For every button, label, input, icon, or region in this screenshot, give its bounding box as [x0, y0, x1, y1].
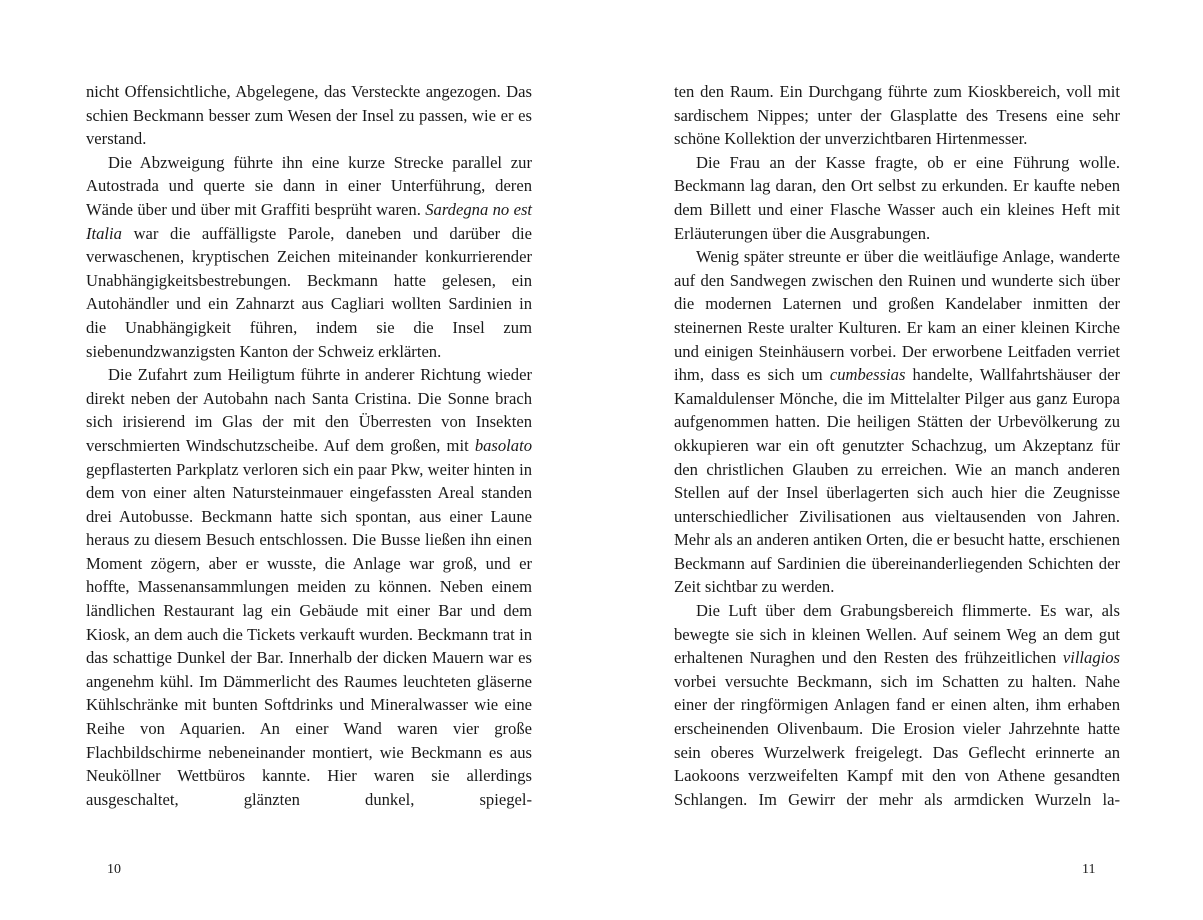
text-run: handelte, Wallfahrtshäuser der Kamaldulenser Mönche, die im Mittelalter Pilger aus ganz Europa aufgenommen hatten. Die heiligen Stätten der Urbevölkerung zu okkupieren war ein oft genutzter Schachzug, um Akzeptanz für den christlichen Glauben zu erreichen. Wie an manch anderen Stellen auf der Insel überlagerten sich auch hier die Zeugnisse unterschiedlicher Zivilisationen aus vieltausenden von Jahren. Mehr als an anderen antiken Orten, die er besucht hatte, erschienen Beckmann auf Sardinien die übereinanderliegenden Schichten der Zeit sichtbar zu werden. [674, 365, 1120, 597]
italic-phrase: cumbessias [829, 365, 906, 385]
paragraph [674, 245, 1120, 599]
text-run: Die Abzweigung führte ihn eine kurze Strecke parallel zur Autostrada und querte sie dann in einer Unterführung, deren Wände über und über mit Graffiti besprüht waren. [86, 152, 532, 219]
paragraph [86, 151, 532, 363]
italic-phrase: Sardegna no est Italia [86, 199, 533, 243]
text-run: Die Frau an der Kasse fragte, ob er eine Führung wolle. Beckmann lag daran, den Ort selbst zu erkunden. Er kaufte neben dem Billett und einer Flasche Wasser auch ein kleines Heft mit Erläuterungen über die Ausgrabungen. [674, 152, 1120, 243]
text-run: nicht Offensichtliche, Abgelegene, das Versteckte angezogen. Das schien Beckmann besser zum Wesen der Insel zu passen, wie er es verstand. [86, 82, 532, 149]
left-page-text [86, 80, 532, 811]
right-page-text [674, 80, 1120, 811]
text-run: ten den Raum. Ein Durchgang führte zum Kioskbereich, voll mit sardischem Nippes; unter der Glasplatte des Tresens eine sehr schöne Kollektion der unverzichtbaren Hirtenmesser. [674, 82, 1120, 149]
text-run: gepflasterten Parkplatz verloren sich ein paar Pkw, weiter hinten in dem von einer alten Natursteinmauer eingefassten Areal standen drei Autobusse. Beckmann hatte sich spontan, aus einer Laune heraus zu diesem Besuch entschlossen. Die Busse ließen ihn einen Moment zögern, aber er wusste, die Anlage war groß, und er hoffte, Massenansammlungen meiden zu können. Neben einem ländlichen Restaurant lag ein Gebäude mit einer Bar und dem Kiosk, an dem auch die Tickets verkauft wurden. Beckmann trat in das schattige Dunkel der Bar. Innerhalb der dicken Mauern war es angenehm kühl. Im Dämmerlicht des Raumes leuchteten gläserne Kühlschränke mit bunten Softdrinks und Mineralwasser wie eine Reihe von Aquarien. An einer Wand waren vier große Flachbildschirme nebeneinander montiert, wie Beckmann es aus Neuköllner Wettbüros kannte. Hier waren sie allerdings ausgeschaltet, glänzten dunkel, spiegel- [86, 459, 532, 809]
paragraph [674, 599, 1120, 811]
paragraph [674, 151, 1120, 245]
paragraph [674, 80, 1120, 151]
page-number-left: 10 [107, 862, 121, 877]
text-run: Wenig später streunte er über die weitläufige Anlage, wanderte auf den Sandwegen zwischen den Ruinen und wunderte sich über die modernen Laternen und großen Kandelaber inmitten der steinernen Reste uralter Kulturen. Er kam an einer kleinen Kirche und einigen Steinhäusern vorbei. Der erworbene Leitfaden verriet ihm, dass es sich um [674, 247, 1120, 385]
paragraph [86, 363, 532, 811]
page-number-right: 11 [1082, 862, 1096, 877]
text-run: war die auffälligste Parole, daneben und darüber die verwaschenen, kryptischen Zeichen miteinander konkurrierender Unabhängigkeitsbestrebungen. Beckmann hatte gelesen, ein Autohändler und ein Zahnarzt aus Cagliari wollten Sardinien in die Unabhängigkeit führen, indem sie die Insel zum siebenundzwanzigsten Kanton der Schweiz erklärten. [86, 223, 532, 361]
text-run: Die Luft über dem Grabungsbereich flimmerte. Es war, als bewegte sie sich in kleinen Wellen. Auf seinem Weg an dem gut erhaltenen Nuraghen und den Resten des frühzeitlichen [674, 601, 1120, 668]
italic-phrase: villagios [1062, 648, 1120, 668]
text-run: Die Zufahrt zum Heiligtum führte in anderer Richtung wieder direkt neben der Autobahn nach Santa Cristina. Die Sonne brach sich irisierend im Glas der mit den Überresten von Insekten verschmierten Windschutzscheibe. Auf dem großen, mit [86, 365, 532, 455]
paragraph [86, 80, 532, 151]
italic-phrase: basolato [474, 435, 532, 455]
text-run: vorbei versuchte Beckmann, sich im Schatten zu halten. Nahe einer der ringförmigen Anlagen fand er einen alten, ihm erhaben erscheinenden Olivenbaum. Die Erosion vieler Jahrzehnte hatte sein oberes Wurzelwerk freigelegt. Das Geflecht erinnerte an Laokoons verzweifelten Kampf mit den von Athene gesandten Schlangen. Im Gewirr der mehr als armdicken Wurzeln la- [674, 671, 1120, 809]
